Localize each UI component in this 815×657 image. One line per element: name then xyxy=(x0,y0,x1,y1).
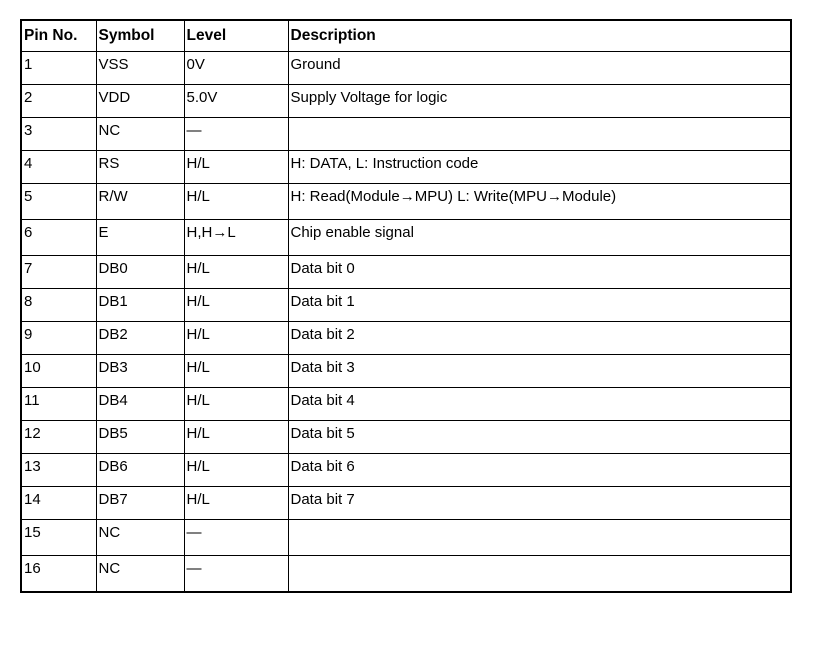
description-cell xyxy=(288,556,791,593)
level-cell: — xyxy=(184,520,288,556)
level-cell: H/L xyxy=(184,184,288,220)
symbol-cell: VDD xyxy=(96,85,184,118)
table-row xyxy=(21,388,791,421)
description-cell xyxy=(288,520,791,556)
level-cell: H/L xyxy=(184,421,288,454)
pin-number-cell: 1 xyxy=(21,52,96,85)
symbol-cell: NC xyxy=(96,556,184,593)
pin-number-cell: 2 xyxy=(21,85,96,118)
level-cell: H/L xyxy=(184,256,288,289)
pin-number-cell: 7 xyxy=(21,256,96,289)
level-cell: H/L xyxy=(184,487,288,520)
level-cell: 5.0V xyxy=(184,85,288,118)
symbol-cell: VSS xyxy=(96,52,184,85)
table-row xyxy=(21,322,791,355)
table-row xyxy=(21,289,791,322)
pin-assignment-table xyxy=(20,19,792,593)
table-row xyxy=(21,184,791,220)
symbol-cell: DB4 xyxy=(96,388,184,421)
symbol-cell: DB5 xyxy=(96,421,184,454)
description-cell: Data bit 7 xyxy=(288,487,791,520)
symbol-cell: DB6 xyxy=(96,454,184,487)
pin-number-cell: 9 xyxy=(21,322,96,355)
pin-number-cell: 5 xyxy=(21,184,96,220)
symbol-cell: R/W xyxy=(96,184,184,220)
symbol-cell: RS xyxy=(96,151,184,184)
description-cell: Data bit 3 xyxy=(288,355,791,388)
header-level: Level xyxy=(184,20,288,52)
header-symbol: Symbol xyxy=(96,20,184,52)
description-cell: Chip enable signal xyxy=(288,220,791,256)
symbol-cell: DB7 xyxy=(96,487,184,520)
level-cell: H/L xyxy=(184,151,288,184)
level-cell: H/L xyxy=(184,454,288,487)
table-row xyxy=(21,355,791,388)
level-cell: — xyxy=(184,118,288,151)
description-cell: Data bit 0 xyxy=(288,256,791,289)
table-row xyxy=(21,118,791,151)
table-header-row xyxy=(21,20,791,52)
description-cell: Ground xyxy=(288,52,791,85)
pin-number-cell: 4 xyxy=(21,151,96,184)
description-cell xyxy=(288,118,791,151)
level-cell: — xyxy=(184,556,288,593)
symbol-cell: DB3 xyxy=(96,355,184,388)
description-cell: Data bit 1 xyxy=(288,289,791,322)
symbol-cell: NC xyxy=(96,520,184,556)
description-cell: Data bit 4 xyxy=(288,388,791,421)
level-cell: H/L xyxy=(184,289,288,322)
symbol-cell: DB2 xyxy=(96,322,184,355)
level-cell: H/L xyxy=(184,322,288,355)
description-cell: Data bit 2 xyxy=(288,322,791,355)
pin-number-cell: 10 xyxy=(21,355,96,388)
symbol-cell: NC xyxy=(96,118,184,151)
description-cell: Data bit 6 xyxy=(288,454,791,487)
pin-number-cell: 12 xyxy=(21,421,96,454)
pin-number-cell: 15 xyxy=(21,520,96,556)
description-cell: H: DATA, L: Instruction code xyxy=(288,151,791,184)
pin-number-cell: 16 xyxy=(21,556,96,593)
pin-number-cell: 11 xyxy=(21,388,96,421)
pin-number-cell: 14 xyxy=(21,487,96,520)
table-row xyxy=(21,520,791,556)
description-cell: Supply Voltage for logic xyxy=(288,85,791,118)
table-row xyxy=(21,487,791,520)
pin-number-cell: 6 xyxy=(21,220,96,256)
table-row xyxy=(21,220,791,256)
symbol-cell: E xyxy=(96,220,184,256)
pin-number-cell: 13 xyxy=(21,454,96,487)
description-cell: H: Read(Module→MPU) L: Write(MPU→Module) xyxy=(288,184,791,220)
table-row xyxy=(21,421,791,454)
symbol-cell: DB0 xyxy=(96,256,184,289)
symbol-cell: DB1 xyxy=(96,289,184,322)
level-cell: 0V xyxy=(184,52,288,85)
level-cell: H/L xyxy=(184,388,288,421)
header-pin-no: Pin No. xyxy=(21,20,96,52)
table-row xyxy=(21,151,791,184)
header-description: Description xyxy=(288,20,791,52)
level-cell: H,H→L xyxy=(184,220,288,256)
table-row xyxy=(21,256,791,289)
level-cell: H/L xyxy=(184,355,288,388)
table-row xyxy=(21,556,791,593)
description-cell: Data bit 5 xyxy=(288,421,791,454)
pin-number-cell: 8 xyxy=(21,289,96,322)
pin-number-cell: 3 xyxy=(21,118,96,151)
table-row xyxy=(21,454,791,487)
table-row xyxy=(21,52,791,85)
table-row xyxy=(21,85,791,118)
